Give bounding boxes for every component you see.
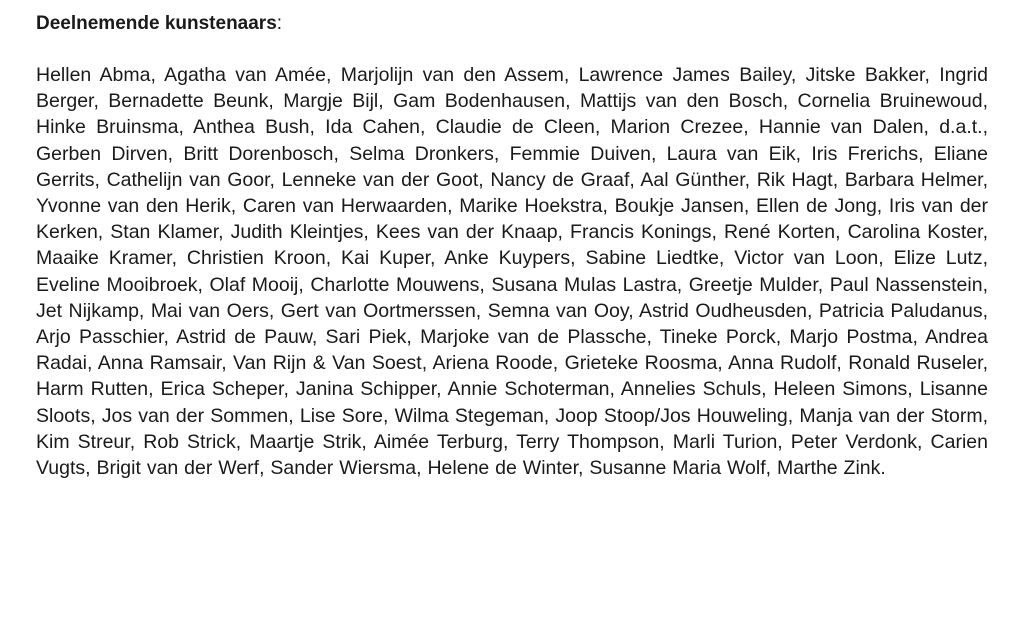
document-page — [36, 10, 988, 481]
artists-list: Hellen Abma, Agatha van Amée, Marjolijn van den Assem, Lawrence James Bailey, Jitske Bakker, Ingrid Berger, Bernadette Beunk, Margje Bijl, Gam Bodenhausen, Mattijs van den Bosch, Cornelia Bruinewoud, Hinke Bruinsma, Anthea Bush, Ida Cahen, Claudie de Cleen, Marion Crezee, Hannie van Dalen, d.a.t., Gerben Dirven, Britt Dorenbosch, Selma Dronkers, Femmie Duiven, Laura van Eik, Iris Frerichs, Eliane Gerrits, Cathelijn van Goor, Lenneke van der Goot, Nancy de Graaf, Aal Günther, Rik Hagt, Barbara Helmer, Yvonne van den Herik, Caren van Herwaarden, Marike Hoekstra, Boukje Jansen, Ellen de Jong, Iris van der Kerken, Stan Klamer, Judith Kleintjes, Kees van der Knaap, Francis Konings, René Korten, Carolina Koster, Maaike Kramer, Christien Kroon, Kai Kuper, Anke Kuypers, Sabine Liedtke, Victor van Loon, Elize Lutz, Eveline Mooibroek, Olaf Mooij, Charlotte Mouwens, Susana Mulas Lastra, Greetje Mulder, Paul Nassenstein, Jet Nijkamp, Mai van Oers, Gert van Oortmerssen, Semna van Ooy, Astrid Oudheusden, Patricia Paludanus, Arjo Passchier, Astrid de Pauw, Sari Piek, Marjoke van de Plassche, Tineke Porck, Marjo Postma, Andrea Radai, Anna Ramsair, Van Rijn & Van Soest, Ariena Roode, Grieteke Roosma, Anna Rudolf, Ronald Ruseler, Harm Rutten, Erica Scheper, Janina Schipper, Annie Schoterman, Annelies Schuls, Heleen Simons, Lisanne Sloots, Jos van der Sommen, Lise Sore, Wilma Stegeman, Joop Stoop/Jos Houweling, Manja van der Storm, Kim Streur, Rob Strick, Maartje Strik, Aimée Terburg, Terry Thompson, Marli Turion, Peter Verdonk, Carien Vugts, Brigit van der Werf, Sander Wiersma, Helene de Winter, Susanne Maria Wolf, Marthe Zink. — [36, 64, 988, 480]
heading-colon: : — [276, 13, 283, 34]
section-heading — [36, 10, 988, 38]
heading-title: Deelnemende kunstenaars — [36, 13, 277, 34]
